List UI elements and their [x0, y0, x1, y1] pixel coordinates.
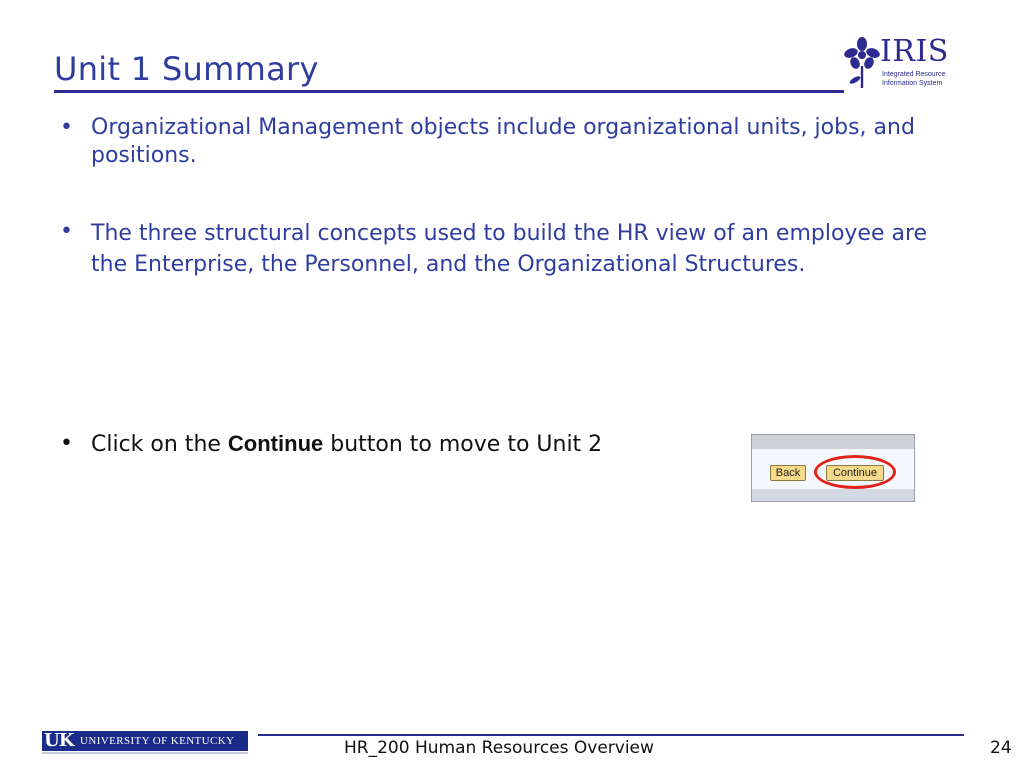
bullet-text: The three structural concepts used to build the HR view of an employee are the Enterprise, the Personnel, and the Organizational Structures.	[91, 221, 928, 277]
bullet-marker: •	[60, 219, 73, 244]
bullet-text: Organizational Management objects include organizational units, jobs, and positions.	[91, 115, 915, 168]
screenshot-toolbar	[752, 435, 914, 450]
highlight-circle	[814, 455, 896, 489]
back-button[interactable]: Back	[770, 465, 806, 481]
bullet-text-suffix: button to move to Unit 2	[323, 432, 603, 457]
footer-course-title: HR_200 Human Resources Overview	[344, 738, 654, 758]
university-logo-underline	[42, 752, 248, 754]
logo-subtitle-line-1: Integrated Resource	[882, 71, 946, 78]
uk-mark: UK	[44, 730, 74, 751]
bullet-marker: •	[60, 115, 73, 140]
continue-emphasis: Continue	[227, 431, 324, 456]
university-name: UNIVERSITY OF KENTUCKY	[80, 735, 235, 747]
screenshot-status-bar	[752, 489, 914, 502]
continue-button[interactable]: Continue	[826, 465, 884, 481]
title-rule	[54, 90, 844, 93]
flower-logo-icon	[842, 36, 882, 92]
iris-logo	[842, 34, 962, 94]
university-logo	[42, 731, 248, 751]
page-number: 24	[990, 738, 1012, 758]
logo-wordmark: IRIS	[880, 34, 949, 69]
logo-subtitle-line-2: Information System	[882, 80, 943, 87]
continue-button-screenshot	[751, 434, 915, 502]
logo-subtitle	[882, 70, 945, 88]
bullet-text-prefix: Click on the	[91, 432, 228, 457]
slide-title: Unit 1 Summary	[54, 50, 319, 88]
footer-rule	[258, 734, 964, 736]
bullet-marker: •	[60, 431, 73, 456]
